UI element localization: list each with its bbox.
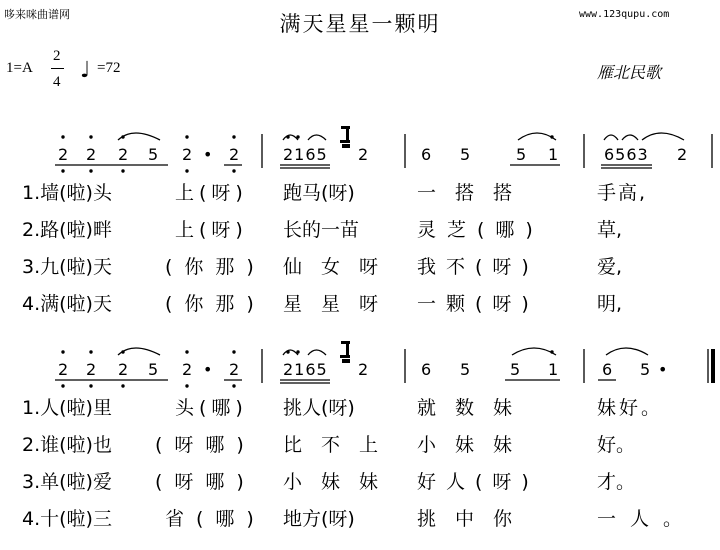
note: 2 xyxy=(182,145,193,164)
lyric: 挑中你 xyxy=(417,508,532,530)
lyric: 3.九(啦)天 xyxy=(22,256,112,278)
note: 2 xyxy=(182,360,193,379)
octave-dot xyxy=(185,135,188,138)
lyric: 一搭搭 xyxy=(417,182,532,204)
final-barline xyxy=(711,349,715,383)
octave-dot-low xyxy=(89,384,92,387)
note: 5 xyxy=(460,360,471,379)
lyric: 星星呀 xyxy=(283,293,398,315)
lyric: 地方(呀) xyxy=(283,508,355,530)
note: 6 xyxy=(421,145,432,164)
lyric: 爱, xyxy=(597,256,623,278)
lyric: 小妹妹 xyxy=(283,471,398,493)
lyric: 上(呀) xyxy=(175,219,248,241)
dot-mark: • xyxy=(203,145,213,164)
lyric: 比不上 xyxy=(283,434,398,456)
slur xyxy=(512,348,556,355)
note: 5 xyxy=(516,145,527,164)
note: 2 xyxy=(118,145,129,164)
lyric: 一颗(呀) xyxy=(417,293,539,315)
octave-dot-low xyxy=(121,169,124,172)
note: 6 xyxy=(421,360,432,379)
octave-dot xyxy=(61,350,64,353)
note: 5 xyxy=(148,145,159,164)
lyric: 好人(呀) xyxy=(417,471,539,493)
octave-dot xyxy=(286,350,289,353)
octave-dot xyxy=(232,135,235,138)
time-signature-numerator: 2 xyxy=(53,48,61,64)
octave-dot-low xyxy=(89,169,92,172)
ornament-icon xyxy=(340,126,350,363)
note: 6 xyxy=(602,360,613,379)
slur xyxy=(283,135,298,140)
lyric: 妹好。 xyxy=(597,397,664,419)
note: 2 xyxy=(58,145,69,164)
octave-dot-low xyxy=(121,384,124,387)
note-group: 2165 xyxy=(283,145,328,164)
lyric: 仙女呀 xyxy=(283,256,398,278)
note: 2 xyxy=(86,360,97,379)
note: 2 xyxy=(86,145,97,164)
dot-mark: • xyxy=(658,360,668,379)
octave-dot xyxy=(286,135,289,138)
lyric: 4.满(啦)天 xyxy=(22,293,112,315)
lyric: 3.单(啦)爱 xyxy=(22,471,112,493)
octave-dot-low xyxy=(232,384,235,387)
slur xyxy=(642,133,684,140)
slur xyxy=(518,133,556,140)
lyric: 4.十(啦)三 xyxy=(22,508,112,530)
slur xyxy=(308,350,326,355)
lyric: 长的一苗 xyxy=(283,219,360,241)
note: 5 xyxy=(510,360,521,379)
lyric: (呀哪) xyxy=(155,471,256,493)
note: 2 xyxy=(358,360,369,379)
octave-dot-low xyxy=(61,384,64,387)
lyric: 挑人(呀) xyxy=(283,397,355,419)
note: 2 xyxy=(358,145,369,164)
lyric: 草, xyxy=(597,219,623,241)
octave-dot xyxy=(121,135,124,138)
lyric: 上(呀) xyxy=(175,182,248,204)
note: 5 xyxy=(148,360,159,379)
octave-dot xyxy=(121,350,124,353)
slur xyxy=(606,348,648,355)
slur xyxy=(308,135,326,140)
dot-mark: • xyxy=(203,360,213,379)
song-title: 满天星星一颗明 xyxy=(279,12,441,36)
lyric: 一人。 xyxy=(597,508,697,530)
octave-dot xyxy=(89,350,92,353)
octave-dot xyxy=(296,350,299,353)
octave-dot xyxy=(296,135,299,138)
note: 1 xyxy=(548,360,559,379)
lyric: 才。 xyxy=(597,471,636,493)
lyric: 手高, xyxy=(597,182,648,204)
octave-dot xyxy=(89,135,92,138)
octave-dot xyxy=(185,350,188,353)
lyric: 灵芝(哪) xyxy=(417,219,544,241)
quarter-note-icon: ♩ xyxy=(80,58,91,83)
lyric: (你那) xyxy=(165,256,266,278)
lyric: 就数妹 xyxy=(417,397,532,419)
time-signature-denominator: 4 xyxy=(53,74,61,90)
octave-dot xyxy=(550,135,553,138)
note: 2 xyxy=(229,360,240,379)
lyric: 跑马(呀) xyxy=(283,182,355,204)
slur xyxy=(604,135,618,140)
lyric: (你那) xyxy=(165,293,266,315)
slur xyxy=(622,135,638,140)
note-group: 6563 xyxy=(604,145,649,164)
lyric: 1.人(啦)里 xyxy=(22,397,112,419)
lyric: 2.路(啦)畔 xyxy=(22,219,112,241)
note-group: 2165 xyxy=(283,360,328,379)
octave-dot-low xyxy=(232,169,235,172)
key-signature: 1=A xyxy=(6,60,33,76)
site-url: www.123qupu.com xyxy=(579,9,670,20)
lyric: 小妹妹 xyxy=(417,434,532,456)
note: 2 xyxy=(118,360,129,379)
octave-dot xyxy=(61,135,64,138)
site-name: 哆来咪曲谱网 xyxy=(4,8,70,21)
lyric: 2.谁(啦)也 xyxy=(22,434,112,456)
octave-dot-low xyxy=(185,384,188,387)
lyric: 明, xyxy=(597,293,623,315)
lyric: 头(哪) xyxy=(175,397,248,419)
octave-dot xyxy=(550,350,553,353)
lyric: 我不(呀) xyxy=(417,256,539,278)
lyric: 好。 xyxy=(597,434,636,456)
lyric: 省(哪) xyxy=(165,508,266,530)
octave-dot xyxy=(232,350,235,353)
tempo-marking: =72 xyxy=(97,60,121,76)
octave-dot-low xyxy=(185,169,188,172)
octave-dot-low xyxy=(61,169,64,172)
note: 2 xyxy=(58,360,69,379)
note: 2 xyxy=(677,145,688,164)
note: 5 xyxy=(460,145,471,164)
note: 2 xyxy=(229,145,240,164)
lyric: (呀哪) xyxy=(155,434,256,456)
note: 5 xyxy=(640,360,651,379)
lyric: 1.墙(啦)头 xyxy=(22,182,112,204)
composer: 雁北民歌 xyxy=(597,63,662,82)
note: 1 xyxy=(548,145,559,164)
slur xyxy=(283,350,298,355)
